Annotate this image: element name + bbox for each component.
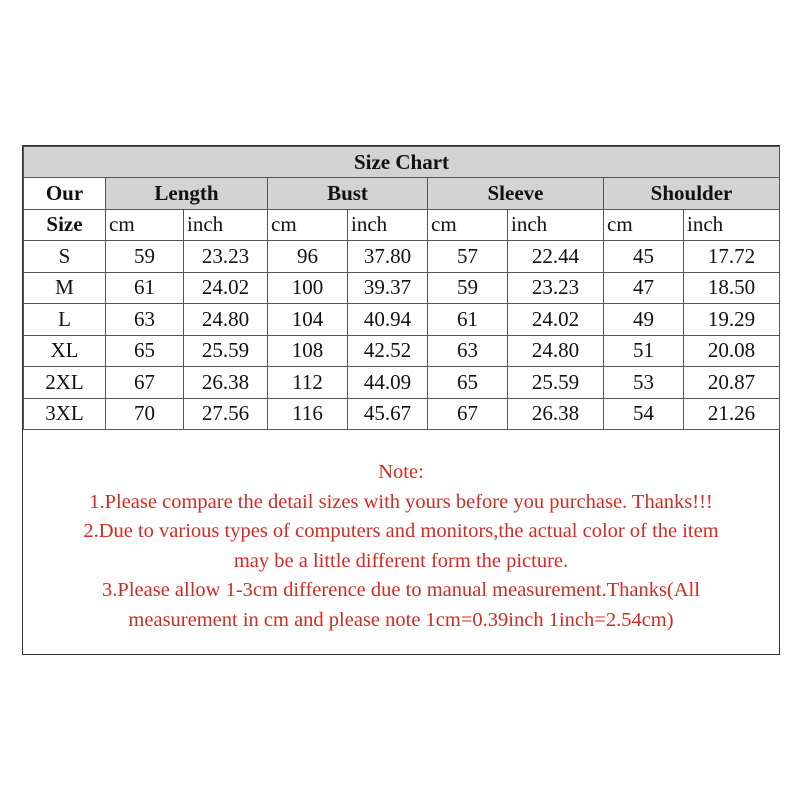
table-row (24, 398, 780, 430)
column-header-shoulder: Shoulder (604, 178, 780, 210)
notes-heading: Note: (378, 461, 424, 483)
unit-cm: cm (268, 209, 348, 241)
value-cell: 61 (428, 304, 508, 336)
unit-inch: inch (684, 209, 780, 241)
table-row (24, 241, 780, 273)
value-cell: 100 (268, 272, 348, 304)
value-cell: 45.67 (348, 398, 428, 430)
value-cell: 40.94 (348, 304, 428, 336)
table-title: Size Chart (24, 147, 780, 178)
value-cell: 51 (604, 335, 684, 367)
value-cell: 25.59 (184, 335, 268, 367)
column-header-bust: Bust (268, 178, 428, 210)
value-cell: 61 (106, 272, 184, 304)
value-cell: 23.23 (184, 241, 268, 273)
value-cell: 21.26 (684, 398, 780, 430)
value-cell: 59 (106, 241, 184, 273)
value-cell: 44.09 (348, 367, 428, 399)
column-header-sleeve: Sleeve (428, 178, 604, 210)
value-cell: 24.80 (508, 335, 604, 367)
unit-inch: inch (508, 209, 604, 241)
table-row (24, 335, 780, 367)
value-cell: 42.52 (348, 335, 428, 367)
column-header-length: Length (106, 178, 268, 210)
value-cell: 63 (428, 335, 508, 367)
unit-cm: cm (428, 209, 508, 241)
value-cell: 53 (604, 367, 684, 399)
value-cell: 63 (106, 304, 184, 336)
value-cell: 26.38 (508, 398, 604, 430)
value-cell: 25.59 (508, 367, 604, 399)
value-cell: 54 (604, 398, 684, 430)
value-cell: 67 (106, 367, 184, 399)
value-cell: 116 (268, 398, 348, 430)
value-cell: 57 (428, 241, 508, 273)
value-cell: 26.38 (184, 367, 268, 399)
size-cell: L (24, 304, 106, 336)
value-cell: 39.37 (348, 272, 428, 304)
size-cell: S (24, 241, 106, 273)
table-row (24, 272, 780, 304)
size-header-top: Our (24, 178, 106, 210)
size-chart-frame (22, 145, 780, 655)
value-cell: 19.29 (684, 304, 780, 336)
table-row (24, 367, 780, 399)
note-line-3: may be a little different form the picture. (233, 549, 569, 572)
value-cell: 104 (268, 304, 348, 336)
value-cell: 70 (106, 398, 184, 430)
notes-section (23, 458, 779, 635)
value-cell: 108 (268, 335, 348, 367)
value-cell: 22.44 (508, 241, 604, 273)
value-cell: 37.80 (348, 241, 428, 273)
value-cell: 23.23 (508, 272, 604, 304)
unit-inch: inch (348, 209, 428, 241)
value-cell: 18.50 (684, 272, 780, 304)
size-cell: M (24, 272, 106, 304)
value-cell: 96 (268, 241, 348, 273)
value-cell: 65 (106, 335, 184, 367)
value-cell: 112 (268, 367, 348, 399)
table-row (24, 304, 780, 336)
size-cell: XL (24, 335, 106, 367)
value-cell: 27.56 (184, 398, 268, 430)
value-cell: 17.72 (684, 241, 780, 273)
note-line-2: 2.Due to various types of computers and monitors,the actual color of the item (83, 520, 719, 542)
unit-cm: cm (106, 209, 184, 241)
value-cell: 24.80 (184, 304, 268, 336)
unit-inch: inch (184, 209, 268, 241)
value-cell: 45 (604, 241, 684, 273)
note-line-5: measurement in cm and please note 1cm=0.39inch 1inch=2.54cm) (128, 608, 674, 631)
size-cell: 2XL (24, 367, 106, 399)
unit-cm: cm (604, 209, 684, 241)
value-cell: 65 (428, 367, 508, 399)
value-cell: 20.87 (684, 367, 780, 399)
value-cell: 59 (428, 272, 508, 304)
note-line-4: 3.Please allow 1-3cm difference due to manual measurement.Thanks(All (102, 579, 700, 601)
value-cell: 24.02 (184, 272, 268, 304)
size-chart-table (23, 146, 780, 430)
size-cell: 3XL (24, 398, 106, 430)
value-cell: 24.02 (508, 304, 604, 336)
size-header-bottom: Size (24, 209, 106, 241)
note-line-1: 1.Please compare the detail sizes with yours before you purchase. Thanks!!! (89, 490, 713, 513)
value-cell: 67 (428, 398, 508, 430)
value-cell: 47 (604, 272, 684, 304)
value-cell: 49 (604, 304, 684, 336)
value-cell: 20.08 (684, 335, 780, 367)
